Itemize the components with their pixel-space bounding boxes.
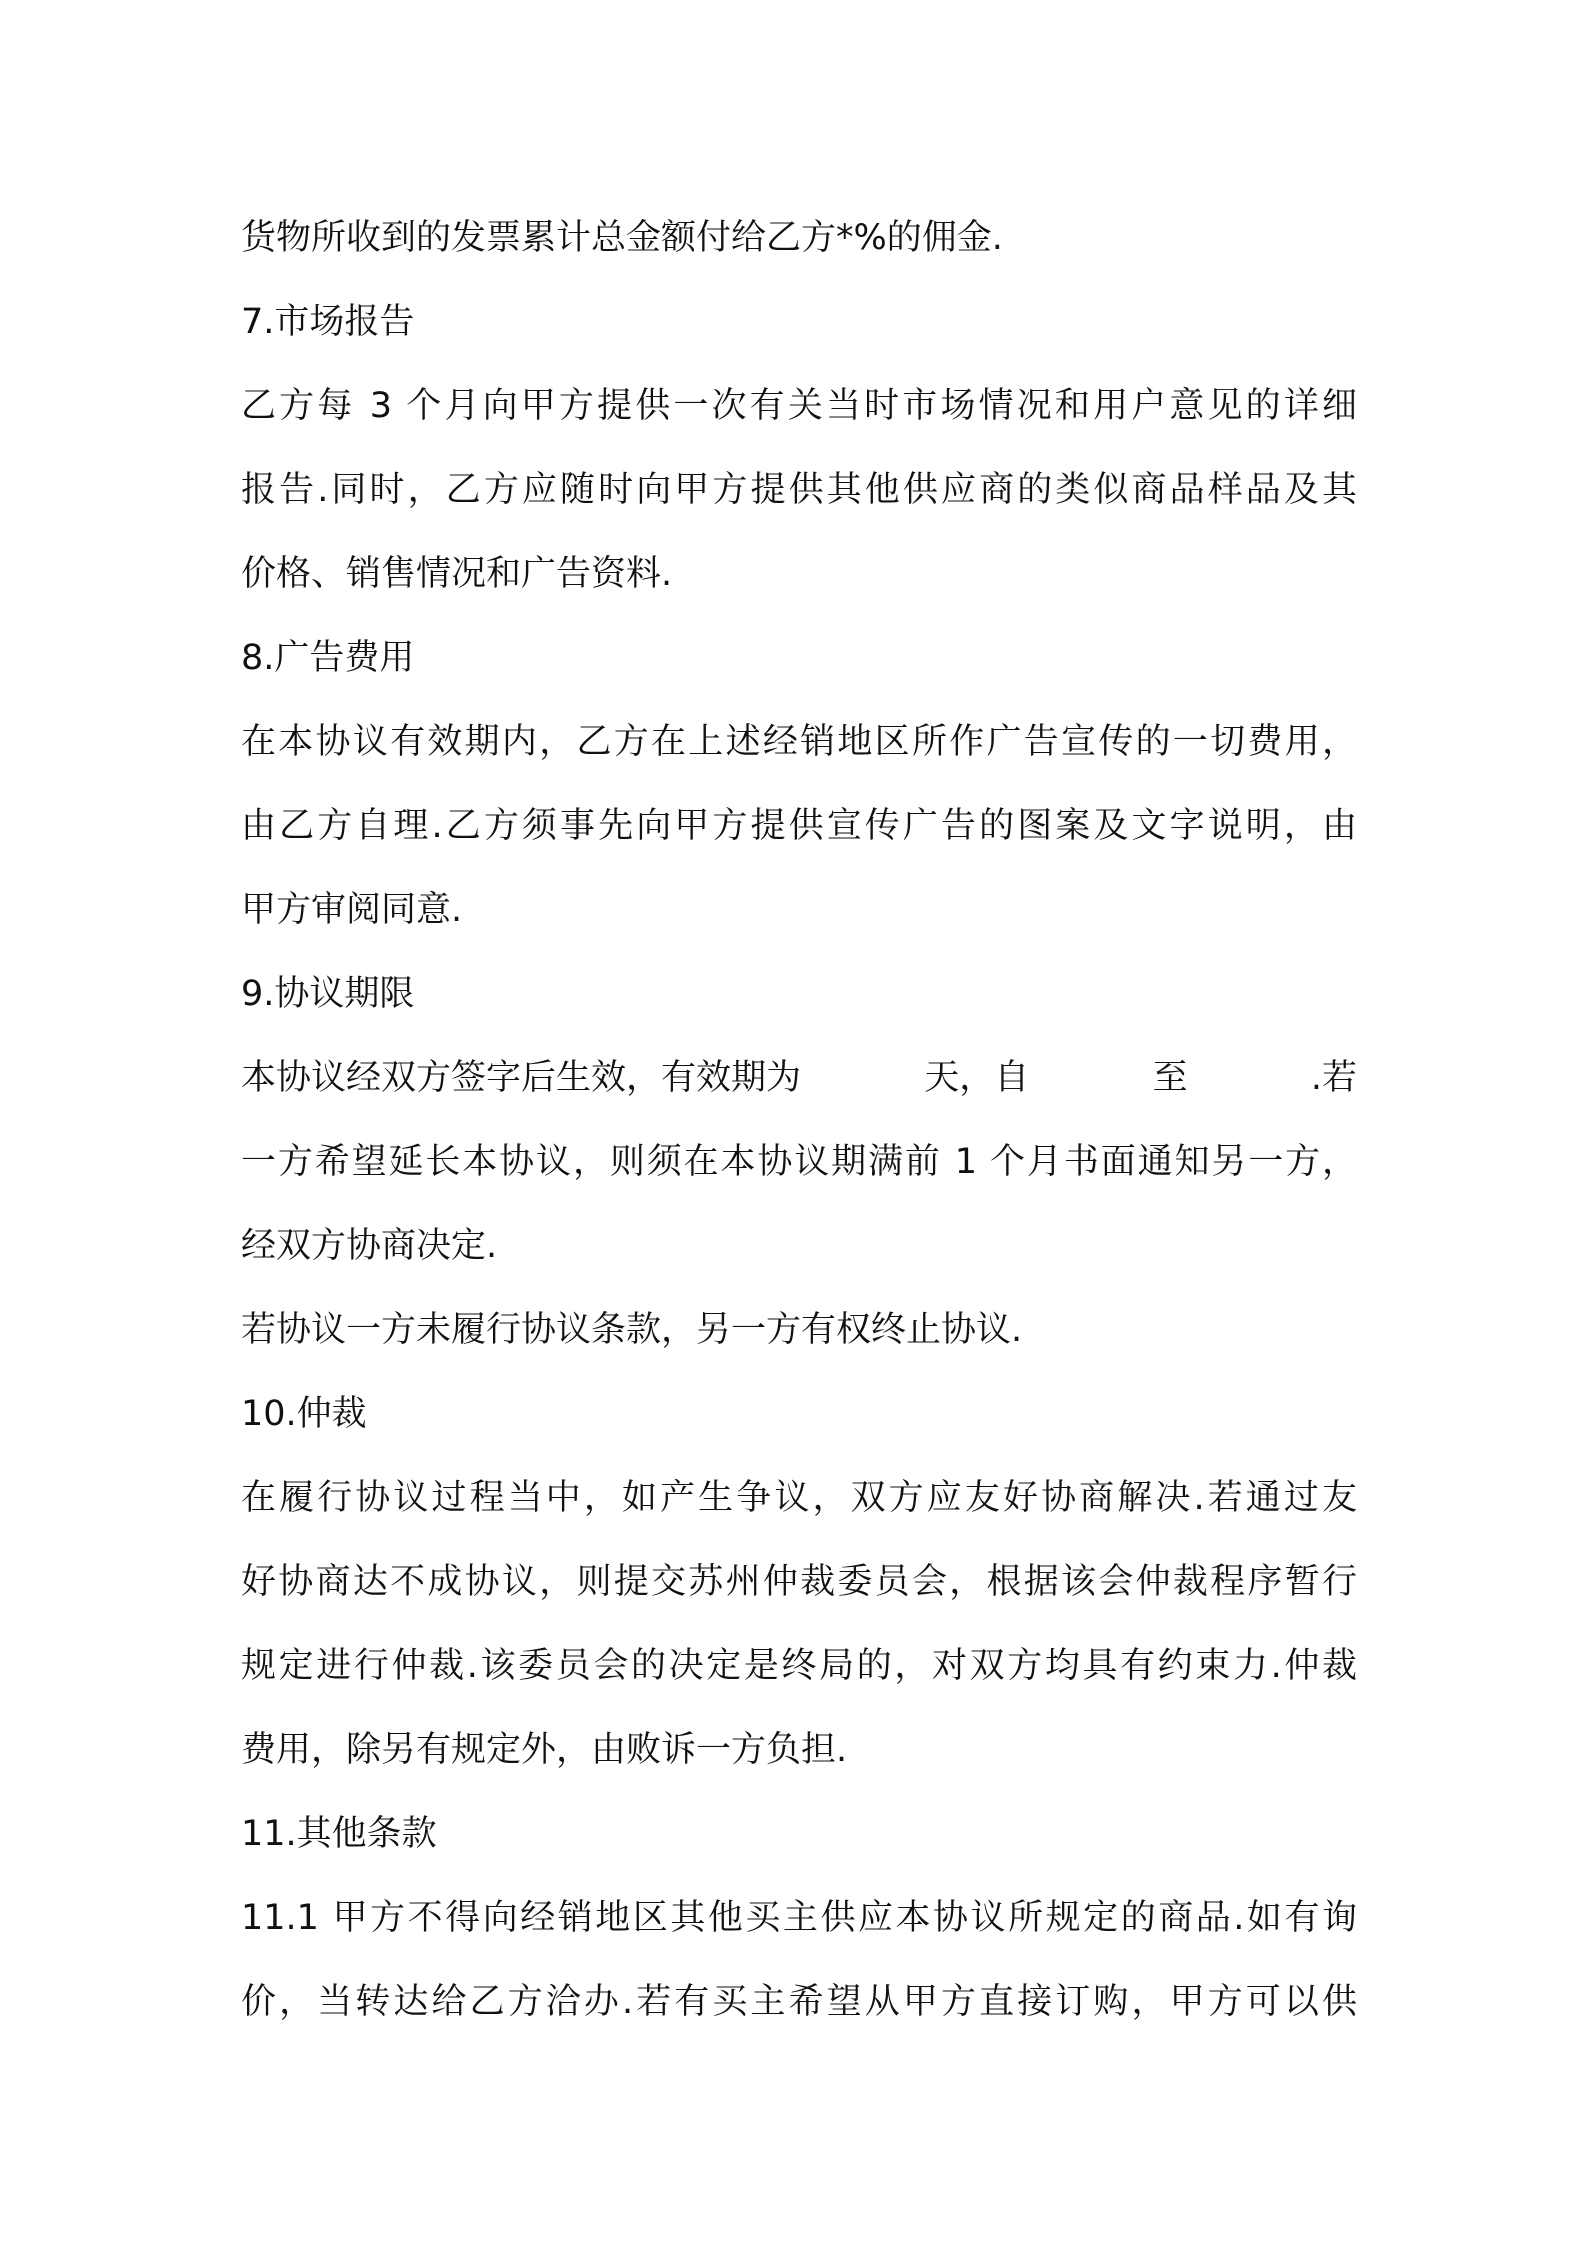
document-line-segment: 至 (1152, 1058, 1188, 1098)
document-line-segment: 本协议经双方签字后生效，有效期为 (241, 1058, 802, 1098)
document-line: 报告.同时，乙方应随时向甲方提供其他供应商的类似商品样品及其 (241, 470, 1357, 510)
document-line: 甲方审阅同意. (241, 890, 463, 930)
document-line: 一方希望延长本协议，则须在本协议期满前 1 个月书面通知另一方， (241, 1142, 1357, 1182)
document-line: 费用，除另有规定外，由败诉一方负担. (241, 1730, 848, 1770)
document-line: 若协议一方未履行协议条款，另一方有权终止协议. (241, 1310, 1023, 1350)
document-body (241, 196, 1357, 2044)
document-line: 在履行协议过程当中，如产生争议，双方应友好协商解决.若通过友 (241, 1478, 1357, 1518)
document-line: 11.1 甲方不得向经销地区其他买主供应本协议所规定的商品.如有询 (241, 1898, 1357, 1938)
document-line: 经双方协商决定. (241, 1226, 498, 1266)
document-line: 货物所收到的发票累计总金额付给乙方*%的佣金. (241, 218, 1003, 258)
document-line: 由乙方自理.乙方须事先向甲方提供宣传广告的图案及文字说明，由 (241, 806, 1357, 846)
document-line: 规定进行仲裁.该委员会的决定是终局的，对双方均具有约束力.仲裁 (241, 1646, 1357, 1686)
section-heading: 9.协议期限 (241, 974, 415, 1014)
document-line-segment: .若 (1310, 1058, 1357, 1098)
document-line: 在本协议有效期内，乙方在上述经销地区所作广告宣传的一切费用， (241, 722, 1357, 762)
section-heading: 10.仲裁 (241, 1394, 367, 1434)
document-line: 价格、销售情况和广告资料. (241, 554, 673, 594)
document-line-with-blanks (241, 1036, 1357, 1120)
document-line-segment: 天，自 (924, 1058, 1030, 1098)
section-heading: 8.广告费用 (241, 638, 415, 678)
section-heading: 11.其他条款 (241, 1814, 437, 1854)
section-heading: 7.市场报告 (241, 302, 415, 342)
document-line: 乙方每 3 个月向甲方提供一次有关当时市场情况和用户意见的详细 (241, 386, 1357, 426)
document-line: 价，当转达给乙方洽办.若有买主希望从甲方直接订购，甲方可以供 (241, 1982, 1357, 2022)
document-line: 好协商达不成协议，则提交苏州仲裁委员会，根据该会仲裁程序暂行 (241, 1562, 1357, 1602)
